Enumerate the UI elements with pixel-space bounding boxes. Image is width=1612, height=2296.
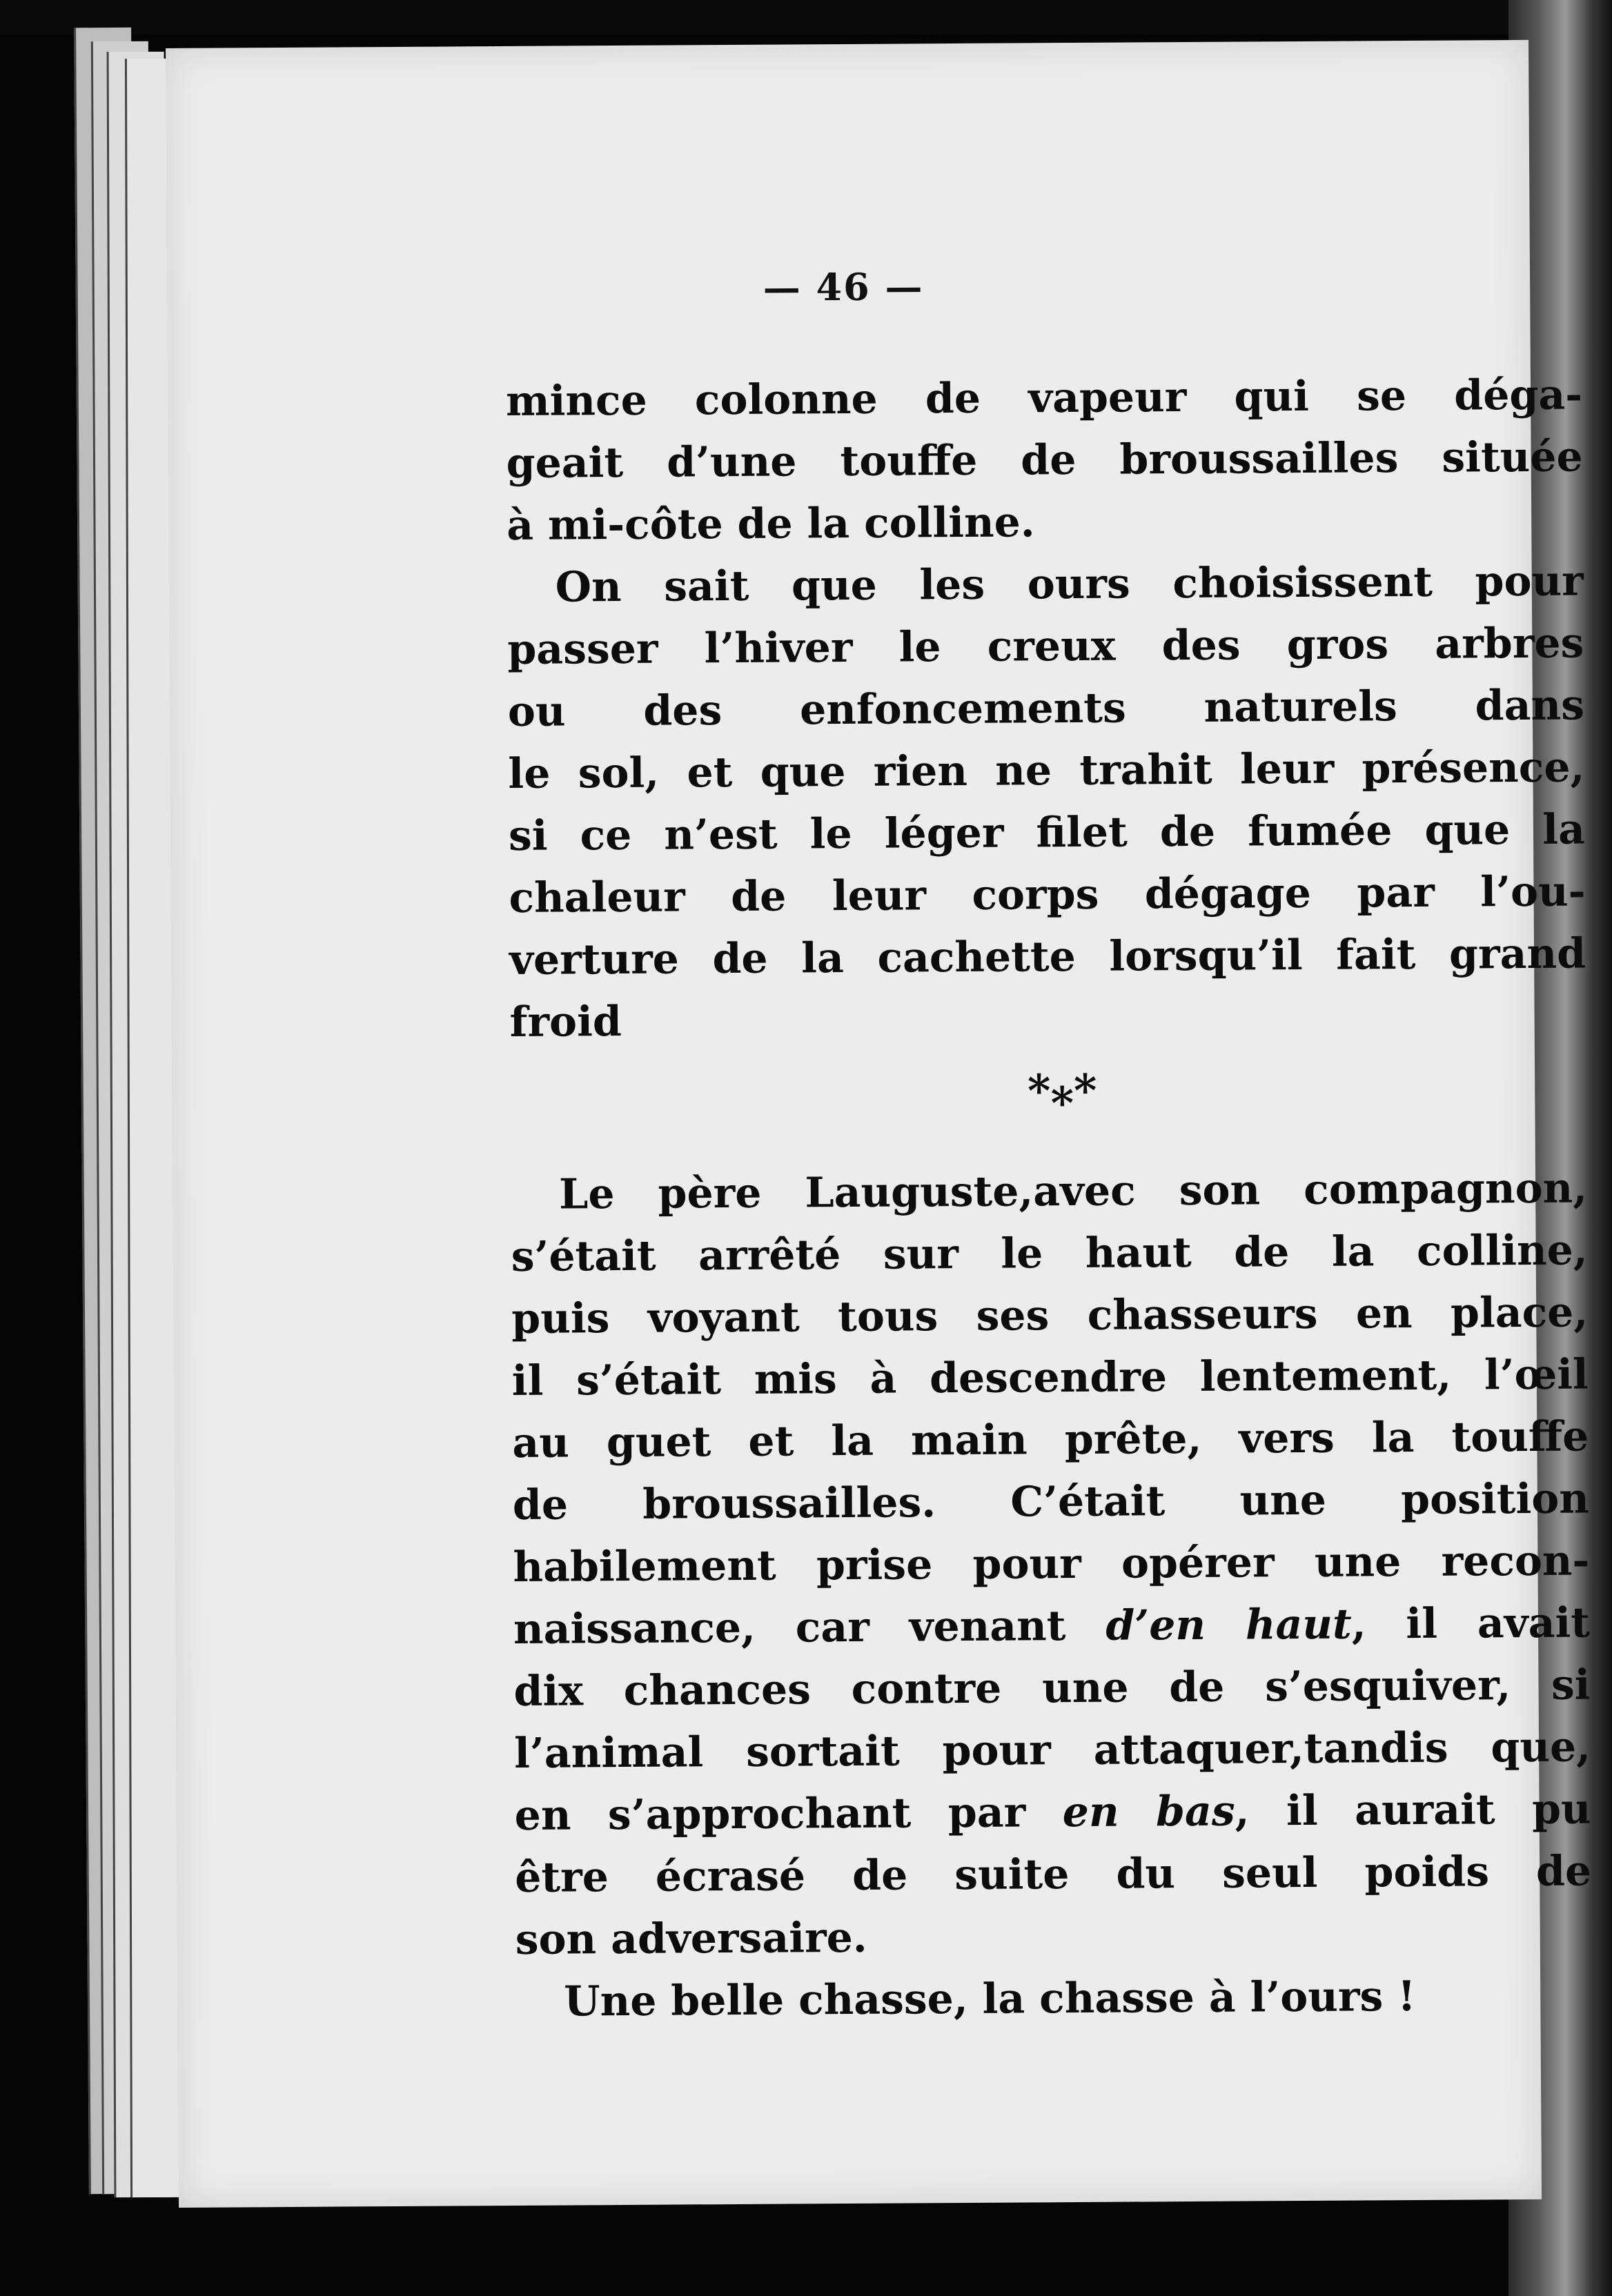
text-line: On sait que les ours choisissent pour	[555, 557, 1584, 612]
body-text	[506, 364, 1593, 2032]
text-line: le sol, et que rien ne trahit leur présence,	[508, 743, 1585, 798]
text-line: geait d’une touffe de broussailles située	[506, 433, 1583, 488]
italic-text: en bas	[1062, 1787, 1235, 1837]
text-line: verture de la cachette lorsqu’il fait grand	[509, 929, 1586, 984]
book-page	[166, 40, 1592, 2208]
text-line: puis voyant tous ses chasseurs en place,	[511, 1288, 1589, 1343]
paragraph-3	[511, 1157, 1592, 1971]
text-line: son adversaire.	[515, 1913, 867, 1964]
asterisk: *	[1027, 1065, 1051, 1118]
text-line: au guet et la main prête, vers la touffe	[512, 1412, 1589, 1467]
text-fragment: en s’approchant par	[514, 1788, 1063, 1840]
scan-top-border	[0, 0, 1612, 34]
text-line: Une belle chasse, la chasse à l’ours !	[564, 1972, 1416, 2026]
section-separator	[510, 1060, 1586, 1130]
text-line: Le père Lauguste,avec son compagnon,	[558, 1164, 1588, 1219]
page-number: — 46 —	[763, 264, 924, 310]
text-line: dix chances contre une de s’esquiver, si	[513, 1661, 1591, 1716]
text-line: habilement prise pour opérer une recon-	[513, 1536, 1590, 1592]
text-line: à mi-côte de la colline.	[507, 498, 1035, 550]
text-line: ou des enfoncements naturels dans	[507, 681, 1585, 736]
text-line: froid	[509, 997, 622, 1047]
text-line	[513, 1592, 1591, 1661]
text-line: passer l’hiver le creux des gros arbres	[507, 619, 1584, 674]
italic-text: d’en haut	[1105, 1600, 1352, 1650]
text-fragment: naissance, car venant	[513, 1601, 1106, 1654]
text-line: s’était arrêté sur le haut de la colline,	[511, 1226, 1588, 1281]
text-line: mince colonne de vapeur qui se déga-	[505, 370, 1583, 426]
text-line: l’animal sortait pour attaquer,tandis que,	[513, 1723, 1591, 1778]
text-line: si ce n’est le léger filet de fumée que la	[508, 805, 1586, 860]
text-fragment: , il avait	[1351, 1599, 1591, 1649]
text-line: de broussailles. C’était une position	[512, 1474, 1590, 1530]
paragraph-2	[507, 550, 1586, 1053]
text-fragment: , il aurait pu	[1235, 1785, 1591, 1836]
text-line: être écrasé de suite du seul poids de	[514, 1847, 1592, 1902]
asterisk: *	[1050, 1077, 1074, 1130]
text-line: chaleur de leur corps dégage par l’ou-	[509, 867, 1586, 922]
paragraph-1	[506, 364, 1584, 557]
text-line	[514, 1778, 1591, 1847]
paragraph-4	[515, 1964, 1593, 2033]
asterisk: *	[1073, 1065, 1097, 1117]
text-line: il s’était mis à descendre lentement, l’œil	[511, 1350, 1589, 1405]
